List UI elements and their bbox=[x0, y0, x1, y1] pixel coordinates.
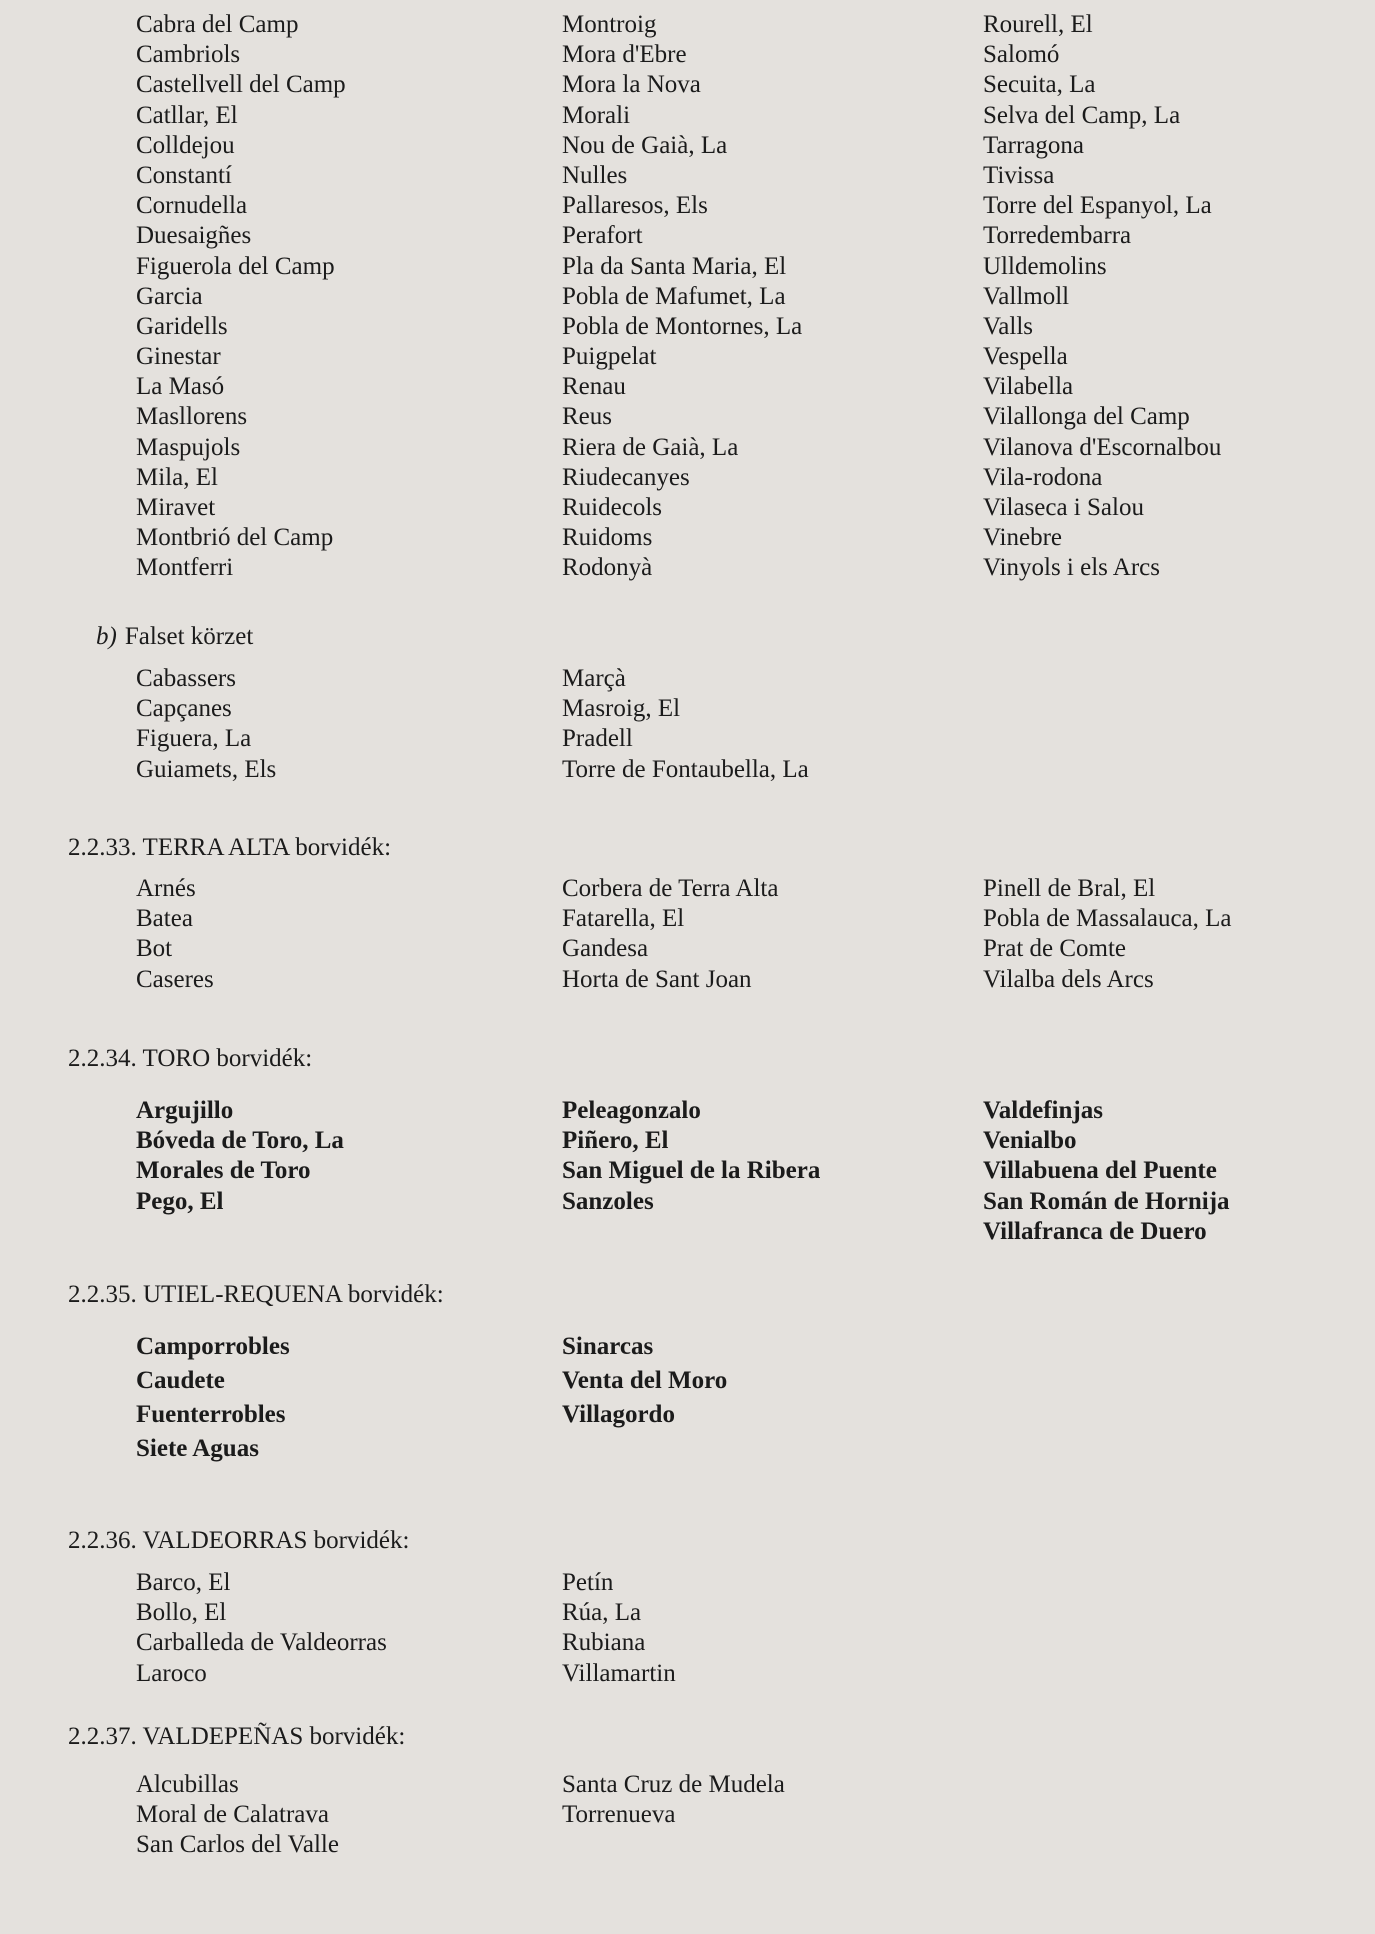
list-column-1 bbox=[136, 1330, 290, 1466]
list-item: Miravet bbox=[136, 494, 216, 521]
list-item: Valdefinjas bbox=[983, 1097, 1103, 1124]
list-item: Mora la Nova bbox=[562, 71, 701, 99]
list-item: Santa Cruz de Mudela bbox=[562, 1771, 785, 1798]
list-item: Horta de Sant Joan bbox=[562, 965, 752, 993]
list-item: Maspujols bbox=[136, 433, 241, 461]
falset-subheading bbox=[96, 622, 253, 652]
list-item: Caseres bbox=[136, 965, 214, 993]
section-heading-toro: 2.2.34. TORO borvidék: bbox=[68, 1045, 313, 1072]
list-item: Renau bbox=[562, 373, 626, 401]
list-item: Ruidoms bbox=[562, 524, 653, 552]
section-heading-terra-alta: 2.2.33. TERRA ALTA borvidék: bbox=[68, 834, 392, 861]
list-item: Camporrobles bbox=[136, 1333, 290, 1360]
list-item: Perafort bbox=[562, 222, 643, 250]
list-item: Villamartin bbox=[562, 1659, 676, 1687]
list-item: Rubiana bbox=[562, 1629, 646, 1657]
list-item: Villafranca de Duero bbox=[983, 1217, 1207, 1245]
section-heading-utiel-requena: 2.2.35. UTIEL-REQUENA borvidék: bbox=[68, 1281, 444, 1308]
list-item: Sinarcas bbox=[562, 1333, 654, 1360]
list-item: Morales de Toro bbox=[136, 1157, 311, 1185]
list-item: Pla da Santa Maria, El bbox=[562, 252, 787, 280]
list-item: Pobla de Montornes, La bbox=[562, 312, 803, 340]
list-item: Bollo, El bbox=[136, 1599, 227, 1627]
list-column-1 bbox=[136, 1770, 339, 1861]
list-item: Guiamets, Els bbox=[136, 755, 277, 783]
list-item: Barco, El bbox=[136, 1569, 231, 1596]
list-item: Vallmoll bbox=[983, 282, 1070, 310]
list-column-1 bbox=[136, 664, 276, 785]
list-item: Vilallonga del Camp bbox=[983, 403, 1190, 431]
list-item: La Masó bbox=[136, 373, 225, 401]
list-item: Torredembarra bbox=[983, 222, 1132, 250]
list-column-2 bbox=[562, 1330, 727, 1432]
list-item: Vila-rodona bbox=[983, 463, 1103, 491]
list-column-3 bbox=[983, 1096, 1230, 1247]
list-item: Caudete bbox=[136, 1367, 225, 1394]
list-item: Mora d'Ebre bbox=[562, 41, 687, 69]
list-item: Vilabella bbox=[983, 373, 1074, 401]
list-item: Vespella bbox=[983, 343, 1068, 371]
list-item: Figuera, La bbox=[136, 725, 252, 753]
list-item: Salomó bbox=[983, 41, 1060, 69]
list-item: Pobla de Mafumet, La bbox=[562, 282, 786, 310]
list-item: Vilaseca i Salou bbox=[983, 494, 1144, 521]
subsection-title: Falset körzet bbox=[124, 623, 254, 650]
list-column-1 bbox=[136, 10, 346, 584]
list-item: San Román de Hornija bbox=[983, 1187, 1230, 1215]
list-item: Torre del Espanyol, La bbox=[983, 192, 1212, 220]
list-item: Sanzoles bbox=[562, 1187, 654, 1215]
list-column-2 bbox=[562, 664, 809, 785]
list-item: Arnés bbox=[136, 875, 196, 902]
list-item: Colldejou bbox=[136, 131, 235, 159]
list-item: Nou de Gaià, La bbox=[562, 131, 728, 159]
list-item: Masroig, El bbox=[562, 695, 681, 723]
list-item: Venialbo bbox=[983, 1127, 1077, 1155]
list-column-3 bbox=[983, 874, 1232, 995]
list-item: Cambriols bbox=[136, 41, 241, 69]
list-item: Castellvell del Camp bbox=[136, 71, 346, 99]
list-item: Masllorens bbox=[136, 403, 248, 431]
list-item: Garidells bbox=[136, 312, 228, 340]
list-item: Pinell de Bral, El bbox=[983, 875, 1156, 902]
list-item: Siete Aguas bbox=[136, 1435, 259, 1462]
list-item: Marçà bbox=[562, 665, 626, 692]
list-item: San Miguel de la Ribera bbox=[562, 1157, 821, 1185]
list-column-2 bbox=[562, 1568, 676, 1689]
list-item: Rúa, La bbox=[562, 1599, 642, 1627]
list-item: Argujillo bbox=[136, 1097, 234, 1124]
list-item: Vinebre bbox=[983, 524, 1063, 552]
list-item: Corbera de Terra Alta bbox=[562, 875, 779, 902]
list-item: Ulldemolins bbox=[983, 252, 1107, 280]
list-item: Pradell bbox=[562, 725, 633, 753]
list-item: Selva del Camp, La bbox=[983, 101, 1181, 129]
list-item: Cabra del Camp bbox=[136, 11, 299, 38]
list-item: Catllar, El bbox=[136, 101, 238, 129]
list-column-1 bbox=[136, 874, 214, 995]
list-item: Prat de Comte bbox=[983, 935, 1127, 963]
list-column-2 bbox=[562, 874, 778, 995]
list-item: Bot bbox=[136, 935, 173, 963]
list-item: Vilalba dels Arcs bbox=[983, 965, 1154, 993]
list-item: Vinyols i els Arcs bbox=[983, 554, 1160, 582]
list-item: Tivissa bbox=[983, 161, 1055, 189]
list-item: Secuita, La bbox=[983, 71, 1096, 99]
list-item: Duesaigñes bbox=[136, 222, 252, 250]
list-column-2 bbox=[562, 1770, 785, 1830]
list-column-3 bbox=[983, 10, 1221, 584]
list-item: Peleagonzalo bbox=[562, 1097, 701, 1124]
list-item: Ginestar bbox=[136, 343, 221, 371]
list-item: Rourell, El bbox=[983, 11, 1093, 38]
list-item: Garcia bbox=[136, 282, 203, 310]
list-item: Constantí bbox=[136, 161, 232, 189]
list-item: Tarragona bbox=[983, 131, 1084, 159]
list-item: Capçanes bbox=[136, 695, 232, 723]
list-item: Puigpelat bbox=[562, 343, 657, 371]
list-item: Batea bbox=[136, 905, 193, 933]
list-item: Ruidecols bbox=[562, 494, 662, 521]
list-item: Cabassers bbox=[136, 665, 236, 692]
section-heading-valdeorras: 2.2.36. VALDEORRAS borvidék: bbox=[68, 1527, 410, 1554]
list-item: Nulles bbox=[562, 161, 628, 189]
list-item: Riudecanyes bbox=[562, 463, 690, 491]
list-item: Cornudella bbox=[136, 192, 248, 220]
list-item: Gandesa bbox=[562, 935, 649, 963]
list-item: Piñero, El bbox=[562, 1127, 669, 1155]
list-item: Fatarella, El bbox=[562, 905, 685, 933]
list-item: Reus bbox=[562, 403, 612, 431]
list-item: Pobla de Massalauca, La bbox=[983, 905, 1232, 933]
list-item: Pego, El bbox=[136, 1187, 224, 1215]
list-item: Morali bbox=[562, 101, 631, 129]
list-item: Rodonyà bbox=[562, 554, 653, 582]
list-item: San Carlos del Valle bbox=[136, 1831, 339, 1859]
subsection-letter: b) bbox=[96, 623, 117, 650]
list-item: Vilanova d'Escornalbou bbox=[983, 433, 1222, 461]
list-column-1 bbox=[136, 1096, 344, 1217]
list-item: Moral de Calatrava bbox=[136, 1801, 329, 1829]
list-item: Torre de Fontaubella, La bbox=[562, 755, 809, 783]
list-item: Fuenterrobles bbox=[136, 1401, 286, 1428]
list-item: Montroig bbox=[562, 11, 657, 38]
section-heading-valdepenas: 2.2.37. VALDEPEÑAS borvidék: bbox=[68, 1723, 406, 1750]
list-item: Torrenueva bbox=[562, 1801, 676, 1829]
list-item: Mila, El bbox=[136, 463, 218, 491]
list-item: Figuerola del Camp bbox=[136, 252, 335, 280]
list-item: Alcubillas bbox=[136, 1771, 239, 1798]
list-item: Petín bbox=[562, 1569, 614, 1596]
list-item: Carballeda de Valdeorras bbox=[136, 1629, 387, 1657]
list-item: Venta del Moro bbox=[562, 1367, 728, 1394]
list-column-1 bbox=[136, 1568, 387, 1689]
list-item: Valls bbox=[983, 312, 1033, 340]
list-column-2 bbox=[562, 1096, 820, 1217]
list-item: Villabuena del Puente bbox=[983, 1157, 1217, 1185]
list-item: Montbrió del Camp bbox=[136, 524, 334, 552]
list-item: Laroco bbox=[136, 1659, 207, 1687]
list-item: Villagordo bbox=[562, 1401, 675, 1428]
list-item: Riera de Gaià, La bbox=[562, 433, 739, 461]
list-item: Bóveda de Toro, La bbox=[136, 1127, 344, 1155]
list-item: Pallaresos, Els bbox=[562, 192, 708, 220]
list-column-2 bbox=[562, 10, 802, 584]
list-item: Montferri bbox=[136, 554, 234, 582]
